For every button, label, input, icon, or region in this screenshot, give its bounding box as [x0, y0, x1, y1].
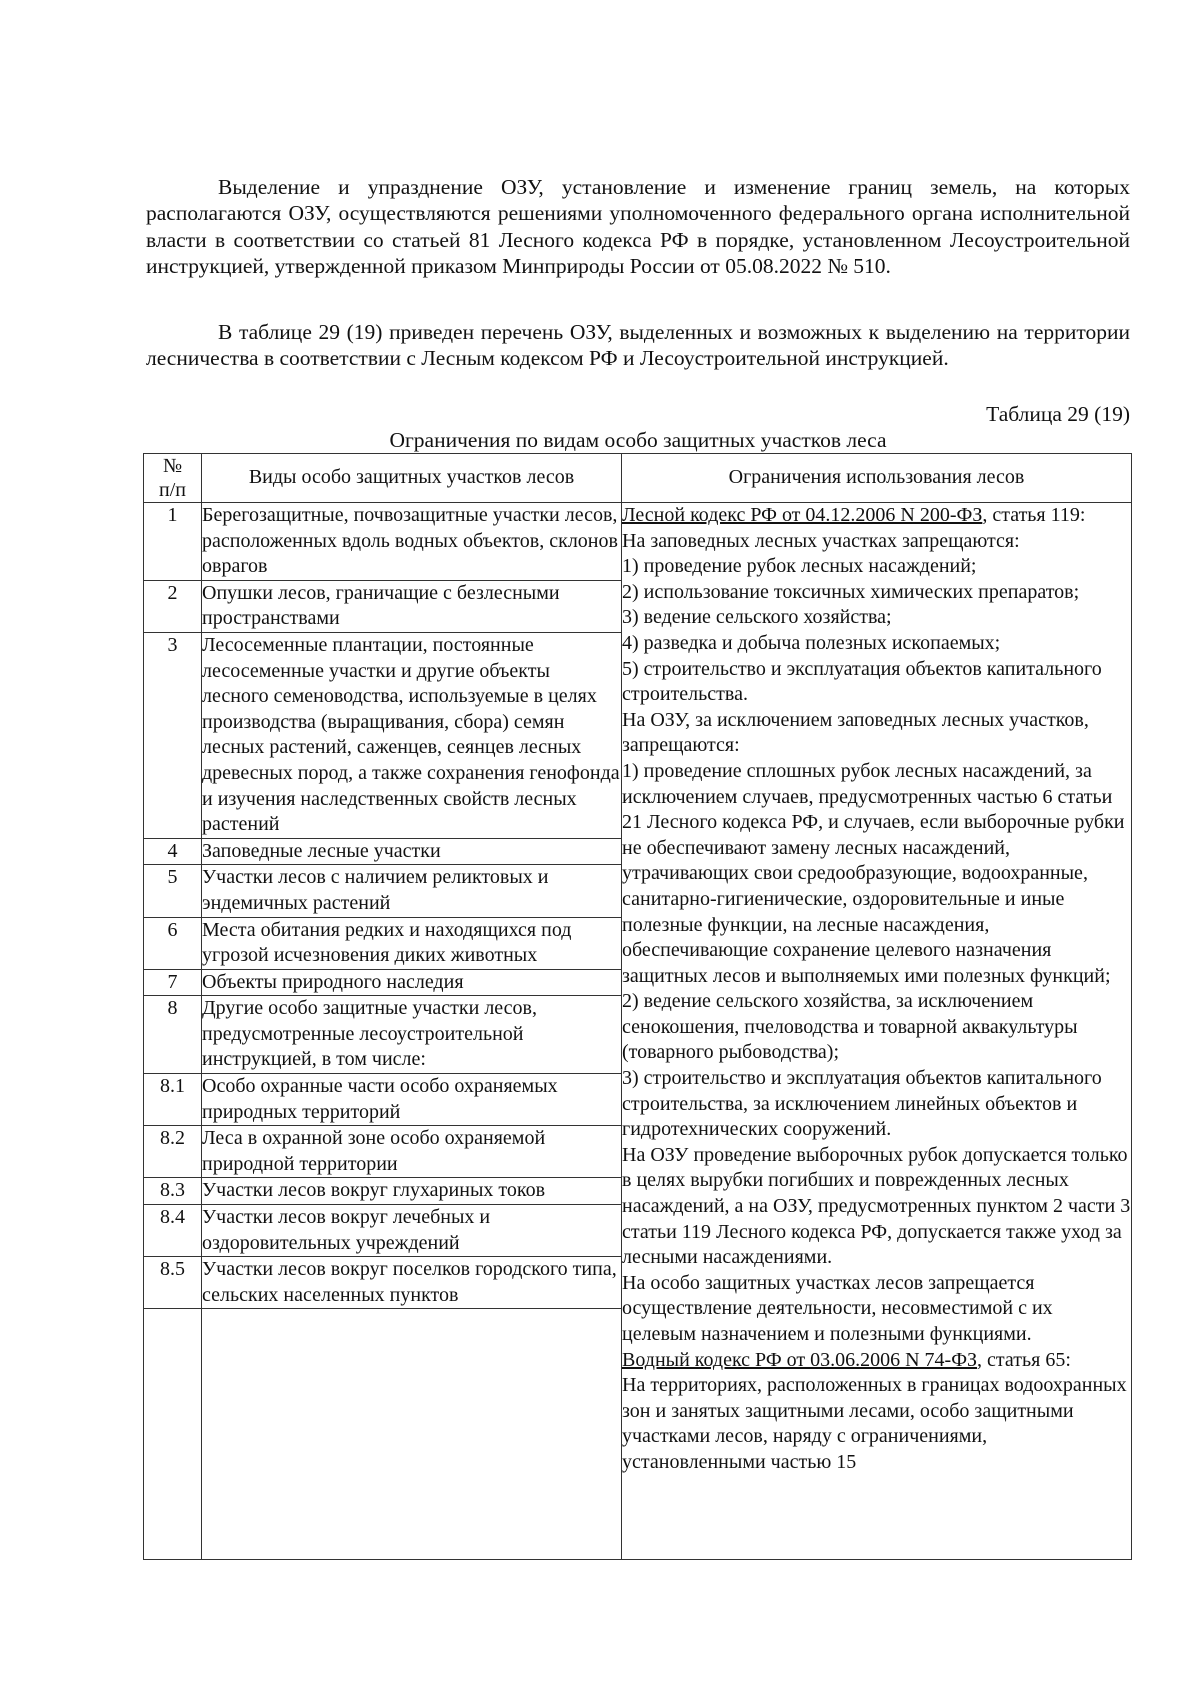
header-number-abbr: п/п: [159, 479, 186, 501]
row-number: 8: [144, 996, 202, 1074]
water-code-article: , статья 65:: [977, 1348, 1071, 1371]
restriction-text: На заповедных лесных участках запрещаются:: [622, 529, 1020, 552]
row-number: 8.2: [144, 1126, 202, 1178]
forest-code-article: , статья 119:: [982, 504, 1086, 526]
row-number: 5: [144, 865, 202, 917]
header-restrictions: Ограничения использования лесов: [622, 454, 1132, 503]
row-kind: Леса в охранной зоне особо охраняемой природной территории: [202, 1126, 622, 1178]
row-number: 8.4: [144, 1205, 202, 1257]
restriction-text: На ОЗУ проведение выборочных рубок допускается только в целях вырубки погибших и поврежденных лесных насаждений, а на ОЗУ, предусмотренных пунктом 2 части 3 статьи 119 Лесного кодекса РФ, допускается также уход за лесными насаждениями.: [622, 1143, 1131, 1269]
row-number: 3: [144, 632, 202, 838]
row-kind: Участки лесов вокруг поселков городского типа, сельских населенных пунктов: [202, 1257, 622, 1309]
restrictions-cell: [622, 503, 1132, 1560]
restriction-text: На территориях, расположенных в границах водоохранных зон и занятых защитными лесами, особо защитными участками лесов, наряду с ограничениями, установленными частью 15: [622, 1374, 1127, 1473]
row-number: 8.1: [144, 1074, 202, 1126]
row-kind: Другие особо защитные участки лесов, предусмотренные лесоустроительной инструкцией, в том числе:: [202, 996, 622, 1074]
restriction-text: 4) разведка и добыча полезных ископаемых;: [622, 631, 1001, 654]
header-kind: Виды особо защитных участков лесов: [202, 454, 622, 503]
restriction-text: 2) ведение сельского хозяйства, за исключением сенокошения, пчеловодства и товарной аквакультуры (товарного рыбоводства);: [622, 990, 1078, 1064]
row-kind: Места обитания редких и находящихся под угрозой исчезновения диких животных: [202, 917, 622, 969]
restriction-text: На особо защитных участках лесов запрещается осуществление деятельности, несовместимой с их целевым назначением и полезными функциями.: [622, 1271, 1053, 1345]
row-number: 2: [144, 580, 202, 632]
header-number-symbol: №: [162, 455, 183, 477]
restriction-text: 5) строительство и эксплуатация объектов капитального строительства.: [622, 657, 1102, 706]
paragraph-2: В таблице 29 (19) приведен перечень ОЗУ, выделенных и возможных к выделению на территории лесничества в соответствии с Лесным кодексом РФ и Лесоустроительной инструкцией.: [146, 320, 1130, 371]
forest-code-link[interactable]: Лесной кодекс РФ от 04.12.2006 N 200-ФЗ: [622, 504, 983, 526]
row-kind: Участки лесов вокруг лечебных и оздоровительных учреждений: [202, 1205, 622, 1257]
row-kind: Участки лесов с наличием реликтовых и эндемичных растений: [202, 865, 622, 917]
row-number: 6: [144, 917, 202, 969]
law-reference-1: [622, 503, 1131, 529]
restrictions-table: [143, 453, 1132, 1560]
table-header-row: [144, 454, 1132, 503]
water-code-link[interactable]: Водный кодекс РФ от 03.06.2006 N 74-ФЗ: [622, 1348, 978, 1371]
restriction-text: 1) проведение рубок лесных насаждений;: [622, 555, 977, 578]
restriction-text: 1) проведение сплошных рубок лесных насаждений, за исключением случаев, предусмотренных частью 6 статьи 21 Лесного кодекса РФ, и случаев, если выборочные рубки не обеспечивают замену лесных насаждений, утрачивающих свои средообразующие, водоохранные, санитарно-гигиенические, оздоровительные и иные полезные функции, на лесные насаждения, обеспечивающие сохранение целевого назначения защитных лесов и выполняемых ими полезных функций;: [622, 759, 1125, 987]
empty-number-cell: [144, 1309, 202, 1560]
row-kind: Особо охранные части особо охраняемых природных территорий: [202, 1074, 622, 1126]
restriction-text: 3) ведение сельского хозяйства;: [622, 606, 892, 629]
table-row: [144, 503, 1132, 581]
restriction-text: 3) строительство и эксплуатация объектов капитального строительства, за исключением линейных объектов и гидротехнических сооружений.: [622, 1067, 1102, 1141]
restriction-text: На ОЗУ, за исключением заповедных лесных участков, запрещаются:: [622, 708, 1089, 757]
row-number: 7: [144, 969, 202, 996]
row-kind: Заповедные лесные участки: [202, 838, 622, 865]
row-kind: Объекты природного наследия: [202, 969, 622, 996]
row-kind: Участки лесов вокруг глухариных токов: [202, 1178, 622, 1205]
row-number: 8.5: [144, 1257, 202, 1309]
row-kind: Берегозащитные, почвозащитные участки лесов, расположенных вдоль водных объектов, склонов оврагов: [202, 503, 622, 581]
row-number: 4: [144, 838, 202, 865]
restriction-text: 2) использование токсичных химических препаратов;: [622, 580, 1080, 603]
header-number: [144, 454, 202, 503]
row-kind: Опушки лесов, граничащие с безлесными пространствами: [202, 580, 622, 632]
empty-kind-cell: [202, 1309, 622, 1560]
row-number: 8.3: [144, 1178, 202, 1205]
table-label: Таблица 29 (19): [986, 402, 1130, 426]
law-reference-2: [622, 1348, 1131, 1374]
paragraph-1: Выделение и упразднение ОЗУ, установление и изменение границ земель, на которых располагаются ОЗУ, осуществляются решениями уполномоченного федерального органа исполнительной власти в соответствии со статьей 81 Лесного кодекса РФ в порядке, установленном Лесоустроительной инструкцией, утвержденной приказом Минприроды России от 05.08.2022 № 510.: [146, 175, 1130, 279]
table-title: Ограничения по видам особо защитных участков леса: [389, 428, 887, 452]
row-number: 1: [144, 503, 202, 581]
row-kind: Лесосеменные плантации, постоянные лесосеменные участки и другие объекты лесного семеноводства, используемые в целях производства (выращивания, сбора) семян лесных растений, саженцев, сеянцев лесных древесных пород, а также сохранения генофонда и изучения наследственных свойств лесных растений: [202, 632, 622, 838]
